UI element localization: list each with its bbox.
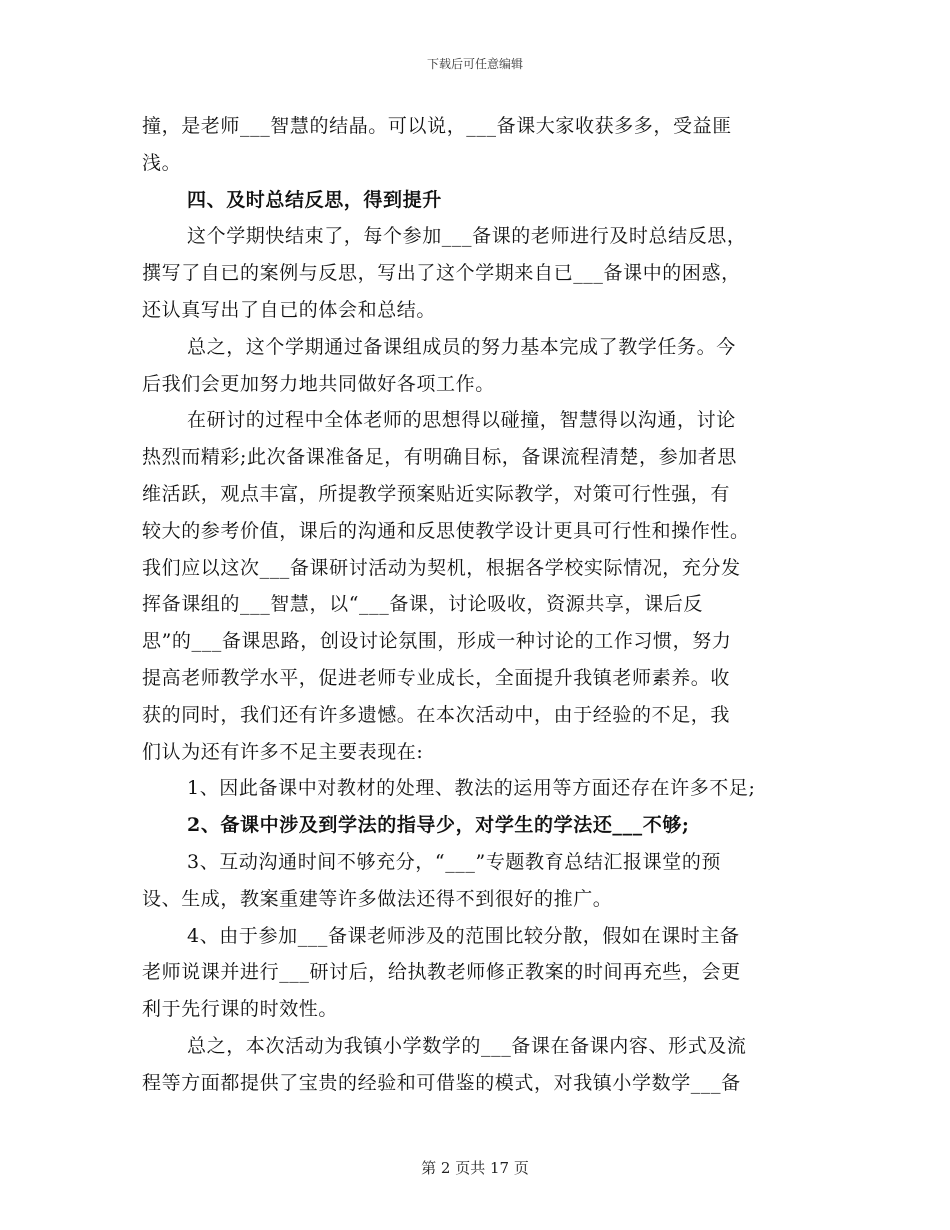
text-line: 这个学期快结束了，每个参加___备课的老师进行及时总结反思， <box>187 225 747 248</box>
text-line: 较大的参考价值，课后的沟通和反思使教学设计更具可行性和操作性。 <box>142 519 750 542</box>
text-line: 程等方面都提供了宝贵的经验和可借鉴的模式，对我镇小学数学___备 <box>142 1071 741 1094</box>
text-line: 老师说课并进行___研讨后，给执教老师修正教案的时间再充些，会更 <box>142 961 741 984</box>
text-line: 撞，是老师___智慧的结晶。可以说，___备课大家收获多多，受益匪 <box>142 115 732 137</box>
text-line: 挥备课组的___智慧，以“___备课，讨论吸收，资源共享，课后反 <box>142 593 703 616</box>
list-item: 3、互动沟通时间不够充分，“___”专题教育总结汇报课堂的预 <box>187 850 722 873</box>
page-footer: 第 2 页共 17 页 <box>421 1159 529 1177</box>
section-heading: 四、及时总结反思，得到提升 <box>187 188 442 211</box>
text-line: 浅。 <box>142 151 182 174</box>
text-line: 获的同时，我们还有许多遗憾。在本次活动中，由于经验的不足，我 <box>142 703 731 726</box>
page-header: 下载后可任意编辑 <box>426 57 523 71</box>
document-body <box>142 108 802 1102</box>
text-line: 维活跃，观点丰富，所提教学预案贴近实际教学，对策可行性强，有 <box>142 482 731 505</box>
text-line: 在研讨的过程中全体老师的思想得以碰撞，智慧得以沟通，讨论 <box>187 409 736 432</box>
list-item: 4、由于参加___备课老师涉及的范围比较分散，假如在课时主备 <box>187 924 740 947</box>
text-line: 后我们会更加努力地共同做好各项工作。 <box>142 372 495 395</box>
text-line: 总之，本次活动为我镇小学数学的___备课在备课内容、形式及流 <box>187 1034 747 1057</box>
list-item: 2、备课中涉及到学法的指导少，对学生的学法还___不够; <box>187 814 690 837</box>
text-line: 我们应以这次___备课研讨活动为契机，根据各学校实际情况，充分发 <box>142 556 741 579</box>
text-line: 们认为还有许多不足主要表现在: <box>142 740 424 763</box>
text-line: 热烈而精彩;此次备课准备足，有明确目标，备课流程清楚，参加者思 <box>142 446 738 469</box>
text-line: 设、生成，教案重建等许多做法还得不到很好的推广。 <box>142 887 613 910</box>
text-line: 提高老师教学水平，促进老师专业成长，全面提升我镇老师素养。收 <box>142 666 731 689</box>
text-line: 还认真写出了自已的体会和总结。 <box>142 298 437 321</box>
list-item: 1、因此备课中对教材的处理、教法的运用等方面还存在许多不足; <box>187 777 756 800</box>
text-line: 利于先行课的时效性。 <box>142 998 339 1021</box>
text-line: 撰写了自已的案例与反思，写出了这个学期来自已___备课中的困惑， <box>142 262 741 285</box>
text-line: 总之，这个学期通过备课组成员的努力基本完成了教学任务。今 <box>187 335 736 358</box>
text-line: 思”的___备课思路，创设讨论氛围，形成一种讨论的工作习惯，努力 <box>142 630 732 653</box>
